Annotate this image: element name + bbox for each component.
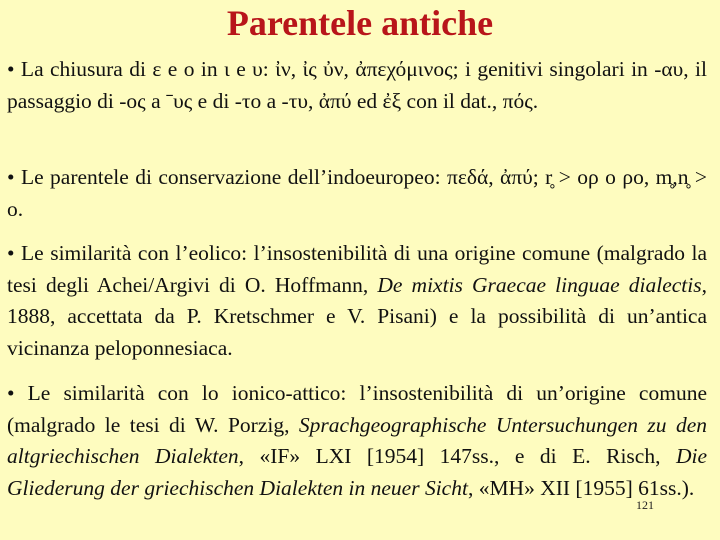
paragraph-ionico-text-1: • Le similarità con lo ionico-attico: l’insostenibilità di un’origine comune (malgrado le tesi di W. Porzig, <box>7 381 707 437</box>
paragraph-ionico-attico <box>7 378 707 504</box>
paragraph-eolico-text-1: • Le similarità con l’eolico: l’insostenibilità di una origine comune (malgrado la tesi degli Achei/Argivi di O. Hoffmann, <box>7 241 707 297</box>
paragraph-conservazione: • Le parentele di conservazione dell’indoeuropeo: πεδά, ἀπύ; r̥ > ορ o ρο, m̥,n̥ > o. <box>7 165 707 221</box>
page-number: 121 <box>636 498 654 512</box>
paragraph-chiusura: • La chiusura di ε e o in ι e υ: ἰν, ἰς ὐν, ἀπεχόμινος; i genitivi singolari in -αυ, il passaggio di -ος a ˉυς e di -το a -τυ, ἀπύ ed ἐξ con il dat., πός. <box>7 57 707 113</box>
book-title-porzig: Sprachgeographische Untersuchungen zu den altgriechischen Dialekten <box>7 412 707 468</box>
book-title-risch: Die Gliederung der griechischen Dialekten in neuer Sicht <box>7 444 707 500</box>
paragraph-ionico-text-2: , «IF» LXI [1954] 147ss., e di E. Risch, <box>238 444 676 468</box>
paragraph-eolico-text-2: , 1888, accettata da P. Kretschmer e V. Pisani) e la possibilità di un’antica vicinanza peloponnesiaca. <box>7 272 707 360</box>
slide-title: Parentele antiche <box>226 3 494 43</box>
paragraph-eolico <box>7 238 707 364</box>
paragraph-ionico-text-3: , «MH» XII [1955] 61ss.). <box>467 475 695 500</box>
book-title-hoffmann: De mixtis Graecae linguae dialectis <box>377 272 702 297</box>
